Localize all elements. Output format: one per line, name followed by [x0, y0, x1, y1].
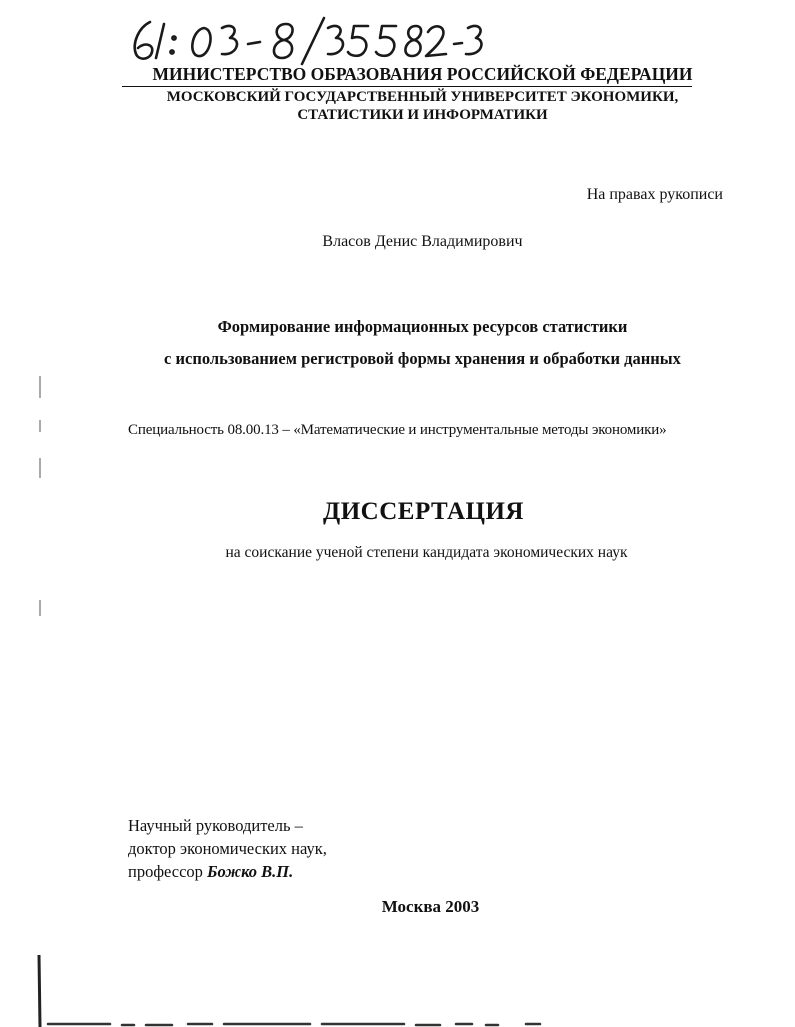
- scan-edge-artifact: [37, 0, 45, 1027]
- university-line-2: СТАТИСТИКИ И ИНФОРМАТИКИ: [297, 107, 548, 123]
- ministry-heading: МИНИСТЕРСТВО ОБРАЗОВАНИЯ РОССИЙСКОЙ ФЕДЕРАЦИИ: [152, 64, 693, 84]
- supervisor-block: [128, 814, 327, 883]
- specialty-line: Специальность 08.00.13 – «Математические и инструментальные методы экономики»: [128, 422, 667, 438]
- supervisor-line-2: доктор экономических наук,: [128, 839, 327, 858]
- scan-bottom-artifact: [0, 1014, 795, 1027]
- university-heading: [0, 88, 795, 124]
- degree-line: на соискание ученой степени кандидата экономических наук: [225, 544, 628, 561]
- supervisor-line-3: [128, 860, 327, 883]
- handwritten-archive-number: [128, 14, 488, 66]
- manuscript-note: На правах рукописи: [586, 186, 723, 203]
- title-line-2: с использованием регистровой формы хранения и обработки данных: [164, 349, 681, 368]
- document-type-heading: ДИССЕРТАЦИЯ: [323, 498, 524, 525]
- header-divider: [122, 86, 692, 87]
- author-name: Власов Денис Владимирович: [322, 233, 523, 250]
- title-line-1: Формирование информационных ресурсов статистики: [217, 317, 628, 336]
- university-line-1: МОСКОВСКИЙ ГОСУДАРСТВЕННЫЙ УНИВЕРСИТЕТ ЭКОНОМИКИ,: [166, 89, 679, 105]
- supervisor-line-1: Научный руководитель –: [128, 816, 303, 835]
- supervisor-name: Божко В.П.: [207, 862, 294, 881]
- supervisor-title: профессор: [128, 862, 208, 881]
- city-year: Москва 2003: [381, 897, 480, 916]
- dissertation-title: [0, 311, 795, 375]
